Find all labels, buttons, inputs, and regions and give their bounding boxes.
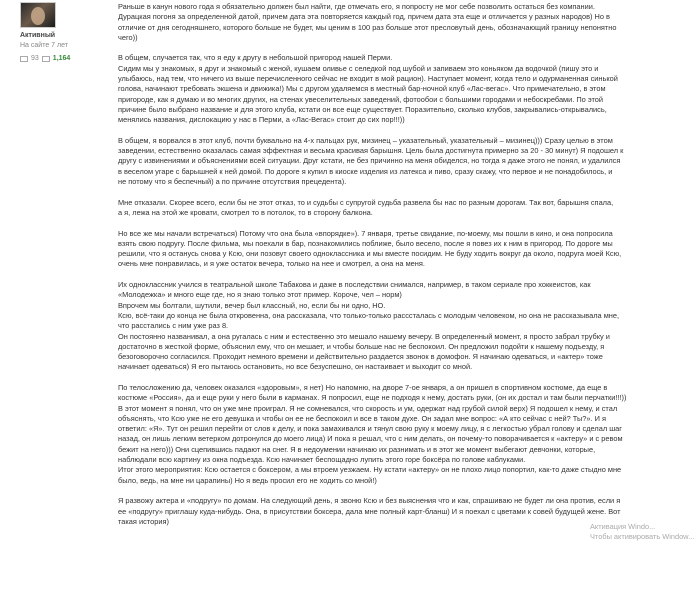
post-paragraph <box>118 229 688 270</box>
post-line: чего)) <box>118 32 138 42</box>
post-line: Впрочем мы болтали, шутили, вечер был классный, но, если бы ни одно, НО. <box>118 300 386 310</box>
post-line: Сидим мы у знакомых, я друг и знакомый с женой, кушаем оливье с селедкой под шубой и запиваем это коньяком да водочкой (пишу это и <box>118 63 599 73</box>
post-line: «Молодежка» и много еще где, но я знаю только этот пример. Короче, чел – норм) <box>118 290 402 300</box>
post-line: было, ведь, на мне ни царапины) Но я ведь просил его не ходить со мной!) <box>118 475 377 485</box>
avatar[interactable] <box>20 2 56 28</box>
post-line: назад, он лишь легким ветерком дотронулся до моего лица) И пока я решал, что с ним делать, он почему-то поворачивается к «актеру» и с ревом <box>118 434 623 444</box>
post-line: менялись названия, дислокацию у нас в Перми, а «Лас-Вегас» стоит до сих пор!!!)) <box>118 115 405 125</box>
post-line: Их одноклассник учился в театральной школе Табакова и даже в последствии снимался, например, в таком сериале про хоккеистов, как <box>118 280 591 290</box>
post-body <box>118 2 688 537</box>
post-line: отличие от дня сегодняшнего, которого больше не будет, мы ценим в 100 раз больше этот пресловутый день, обозначающий границу непонятно <box>118 22 617 32</box>
post-line: начинает одеваться) Я его пытаюсь остановить, но все безуспешно, он настаивает и выходит со мной. <box>118 362 473 372</box>
post-line: пригороде, как я думаю и во многих других, на стенах увеселительных заведений, фотообои с большими городами и небоскребами. По этой <box>118 94 603 104</box>
watermark-subtitle: Чтобы активировать Window... <box>590 532 695 541</box>
post-line: Дурацкая погоня за определенной датой, причем дата эта повторяется каждый год, причем дата эта еще и отличается у разных народов) Но в <box>118 12 610 22</box>
post-line: заведении, естественно оказалась самая эффектная и весьма красивая барышня. Цель была достигнута примерно за 20 - 30 минут) Я подошел к <box>118 146 624 156</box>
watermark-title: Активация Windo... <box>590 522 656 531</box>
post-line: Мне отказали. Скорее всего, если бы не этот отказ, то и судьбы с супругой судьба развела бы нас по разным дорогам. Так вот, барышня спала, <box>118 197 614 207</box>
post-line: ответил: «Я». Тут он решил перейти от слов к делу, и пока замахивался и тянул свою руку к моему лицу, я с легкостью убрал голову и сделал шаг <box>118 424 622 434</box>
post-paragraph <box>118 383 688 486</box>
post-line: улыбаюсь, над тем, что ничего из выше перечисленного сейчас не входит в мой рацион). Наступает момент, когда тело и одурманенная синькой <box>118 74 618 84</box>
user-stats <box>20 55 106 62</box>
post-line: а я, лежа на этой же кровати, смотрел то в потолок, то в сторону балкона. <box>118 207 373 217</box>
post-line: В общем, я ворвался в этот клуб, почти буквально на 4-х пальцах рук, мизинец – указательный, указательный – мизинец))) Сразу целью в этом <box>118 135 613 145</box>
post-line: Итог этого мероприятия: Ксю остается с боксером, а мы втроем уезжаем. Ну кстати «актеру» он не плохо лицо попортил, как-то даже стыдно мне <box>118 465 622 475</box>
post-paragraph <box>118 280 688 373</box>
post-line: ее «подругу» приглашу куда-нибудь. Она, в присутствии боксера, дала мне полный карт-бланш) И я поехал с цветами к совей будущей жене. Вот <box>118 506 621 516</box>
post-line: не потому что я беспечный) а по причине отсутствия прецедента). <box>118 177 347 187</box>
post-line: бежит на него))) Они сцепившись падают на снег. Я в недоумении начинаю их разнимать и в этот же момент выбегают девчонки, которые, <box>118 444 596 454</box>
posts-icon <box>20 56 28 62</box>
post-line: Раньше в канун нового года я обязательно должен был найти, где отмечать его, я попросту не мог себе позволить остаться без компании. <box>118 2 595 11</box>
reputation-count: 1,164 <box>52 55 71 62</box>
post-line: такая история) <box>118 516 169 526</box>
post-line: голова, начинают требовать экшена и движика!) Мы с другом удаляемся в местный бар-ночной клуб «Лас-вегас». Что примечательно, в этом <box>118 84 606 94</box>
post-line: В этот момент я понял, что он уже мне проиграл. Я не сомневался, что скорость и ум, одержат над грубой силой верх) Я подошел к нему, и стал <box>118 403 618 413</box>
post-line: очень мне понравилась, и я уже остаток вечера, только на нее и смотрел, а она на меня. <box>118 259 425 269</box>
post-line: Но все же мы начали встречаться) Потому что она была «впорядке»). 7 января, третье свидание, по-моему, мы пошли в кино, и она попросила <box>118 228 613 238</box>
post-line: безоговорочно согласился. Проходит немного времени и действительно раздается звонок в домофон. Я начинаю одеваться, и «актер» тоже <box>118 352 603 362</box>
post-paragraph <box>118 136 688 187</box>
posts-count: 93 <box>31 55 39 62</box>
user-since: На сайте 7 лет <box>20 42 68 49</box>
user-status: Активный <box>20 32 56 39</box>
post-line: Ксю, всё-таки до конца не была откровенна, она рассказала, что только-только расссталась с молодым человеком, но она не рассказывала мне, <box>118 310 620 320</box>
post-line: достаточно в жесткой форме, объяснил ему, что он мешает, и чтобы больше нас не беспокоил. Он предложил подойти к нашему подъезду, я <box>118 341 605 351</box>
post-paragraph <box>118 198 688 219</box>
post-line: костюме «Россия», да и еще руки у него были в карманах. Я попросил, еще не подходя к нему, достать руки, (он их достал и там были перчатки!!!)) <box>118 393 627 403</box>
post-line: причине было выбрано название и для этого клуба, кстати он все еще существует. Поразительно, сколько клубов, закрывались-открывались, <box>118 104 607 114</box>
user-sidebar <box>0 0 106 589</box>
post-line: По телосложению да, человек оказался «здоровым», я нет) Но напомню, на дворе 7-ое января, а он пришел в спортивном костюме, да еще в <box>118 382 608 392</box>
post-line: решили, что я останусь снова у Ксю, они позовут своего одноклассника и мы вместе посидим. Не буду ходить вокруг да около, подруга моей Ксю, <box>118 249 622 259</box>
post-line: Я развожу актера и «подругу» по домам. На следующий день, я звоню Ксю и без выяснения что и как, спрашиваю не будет ли она против, если я <box>118 496 621 506</box>
post-line: взять свою подругу. После фильма, мы поехали в бар, познакомились поближе, было весело, после я повез их к ним в пригород. По дороге мы <box>118 238 613 248</box>
post-line: Он постоянно названивал, а она ругалась с ним и естественно это мешало нашему вечеру. В определенный момент, я просто забрал трубку и <box>118 331 610 341</box>
post-line: наблюдали всю картину из окна подъезда. Ксю начинает беспощадно лупить этого горе боксёра по голове каблуками. <box>118 455 526 465</box>
post-line: В общем, случается так, что я еду к другу в небольшой пригород нашей Перми. <box>118 53 393 63</box>
windows-activation-watermark <box>590 522 700 542</box>
post-paragraph <box>118 53 688 125</box>
post-line: объяснять, что Ксю уже не его девушка и чтобы он ее не беспокоил и все в таком духе. Он задал мне вопрос: «А кто сейчас с ней? Ты?». И я <box>118 413 606 423</box>
post-line: что расстались с ним уже раз 8. <box>118 321 229 331</box>
reputation-icon <box>42 56 50 62</box>
post-line: в веселом угаре с барышней к ней домой. По дороге я купил в киоске изделия из латекса и пиво, сразу скажу, что первое и не понадобилось, и <box>118 166 613 176</box>
post-paragraph <box>118 2 688 43</box>
post-line: другу с извинениями и объяснениями всей ситуации. Друг кстати, не без причинно на меня обиделся, но тогда я даже этого не понял, и удалился <box>118 156 621 166</box>
